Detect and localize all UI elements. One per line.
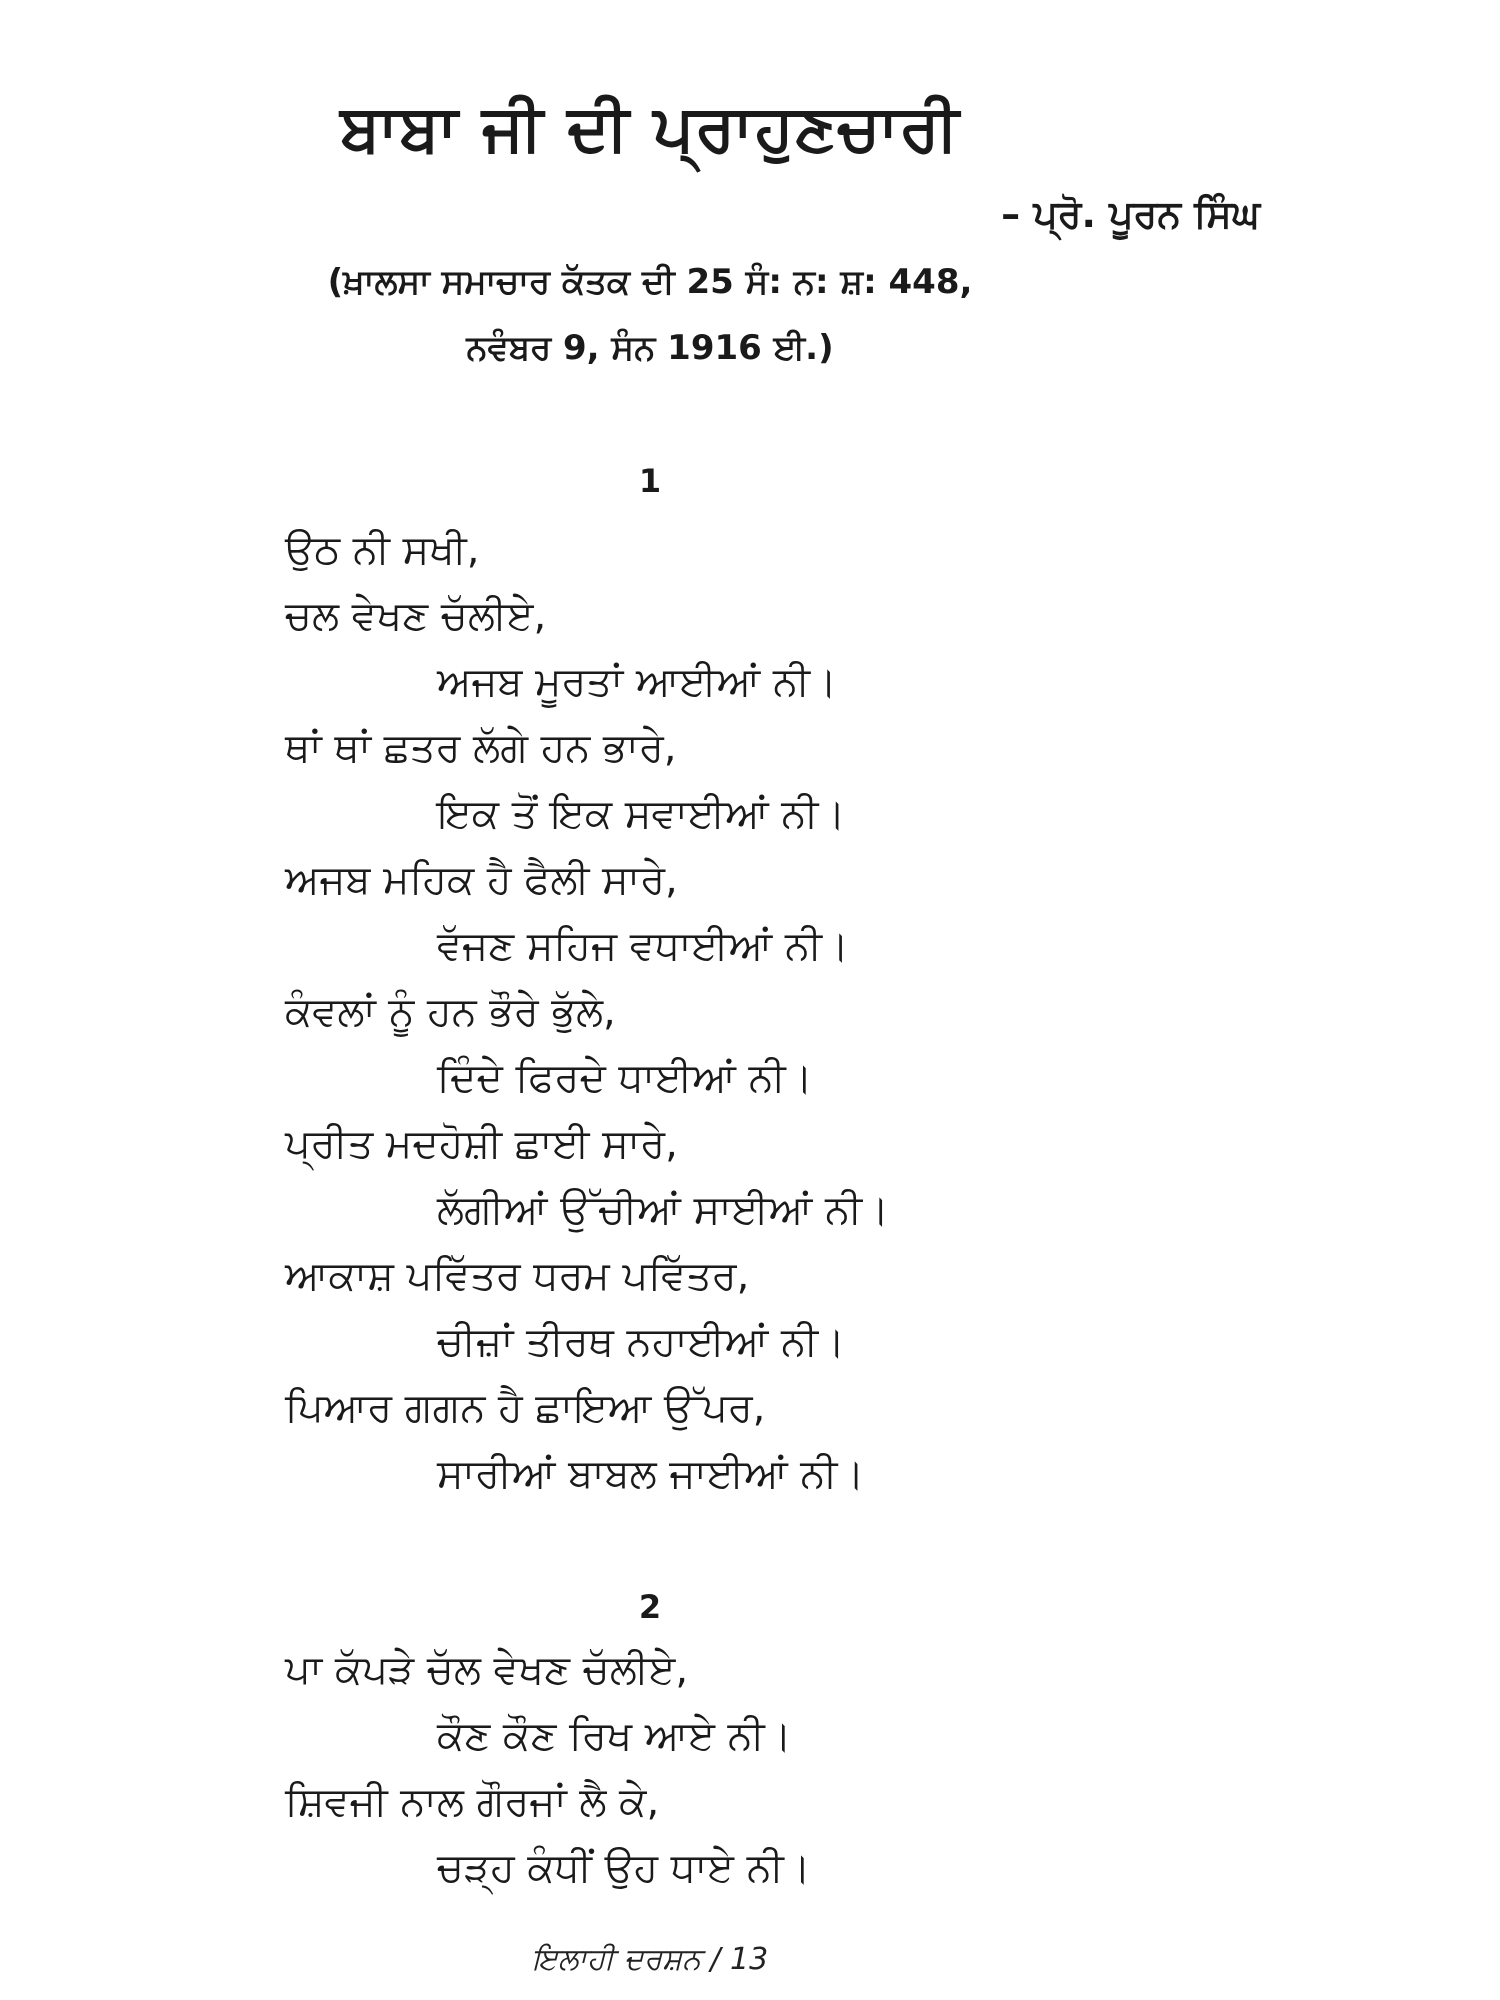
- verse-line: ਚੜ੍ਹ ਕੰਧੀਂ ਉਹ ਧਾਏ ਨੀ।: [437, 1845, 811, 1891]
- verse-line: ਥਾਂ ਥਾਂ ਛਤਰ ਲੱਗੇ ਹਨ ਭਾਰੇ,: [285, 725, 677, 771]
- verse-line: ਚੀਜ਼ਾਂ ਤੀਰਥ ਨਹਾਈਆਂ ਨੀ।: [437, 1319, 846, 1365]
- verse-line: ਪਾ ਕੱਪੜੇ ਚੱਲ ਵੇਖਣ ਚੱਲੀਏ,: [285, 1647, 689, 1693]
- verse-line: ਪਿਆਰ ਗਗਨ ਹੈ ਛਾਇਆ ਉੱਪਰ,: [285, 1385, 766, 1431]
- verse-line: ਦਿੰਦੇ ਫਿਰਦੇ ਧਾਈਆਂ ਨੀ।: [437, 1055, 813, 1101]
- verse-line: ਚਲ ਵੇਖਣ ਚੱਲੀਏ,: [285, 593, 547, 639]
- verse-line: ਸਾਰੀਆਂ ਬਾਬਲ ਜਾਈਆਂ ਨੀ।: [437, 1451, 865, 1497]
- verse-line: ਕੌਣ ਕੌਣ ਰਿਖ ਆਏ ਨੀ।: [437, 1713, 792, 1759]
- verse-line: ਆਕਾਸ਼ ਪਵਿੱਤਰ ਧਰਮ ਪਵਿੱਤਰ,: [285, 1253, 750, 1299]
- verse-line: ਉਠ ਨੀ ਸਖੀ,: [285, 527, 480, 573]
- verse-line: ਲੱਗੀਆਂ ਉੱਚੀਆਂ ਸਾਈਆਂ ਨੀ।: [437, 1187, 890, 1233]
- stanza-number-1: 1: [638, 462, 662, 500]
- verse-line: ਅਜਬ ਮਹਿਕ ਹੈ ਫੈਲੀ ਸਾਰੇ,: [285, 857, 678, 903]
- verse-line: ਅਜਬ ਮੂਰਤਾਂ ਆਈਆਂ ਨੀ।: [437, 659, 837, 705]
- verse-line: ਵੱਜਣ ਸਹਿਜ ਵਧਾਈਆਂ ਨੀ।: [437, 923, 849, 969]
- verse-line: ਪ੍ਰੀਤ ਮਦਹੋਸ਼ੀ ਛਾਈ ਸਾਰੇ,: [285, 1121, 678, 1167]
- page-footer: ਇਲਾਹੀ ਦਰਸ਼ਨ / 13: [531, 1942, 769, 1977]
- source-citation-line-1: (ਖ਼ਾਲਸਾ ਸਮਾਚਾਰ ਕੱਤਕ ਦੀ 25 ਸੰ: ਨ: ਸ਼: 448,: [327, 262, 973, 302]
- verse-line: ਕੰਵਲਾਂ ਨੂੰ ਹਨ ਭੌਰੇ ਭੁੱਲੇ,: [285, 989, 616, 1035]
- stanza-number-2: 2: [638, 1588, 662, 1626]
- source-citation-line-2: ਨਵੰਬਰ 9, ਸੰਨ 1916 ਈ.): [466, 328, 834, 368]
- page-title: ਬਾਬਾ ਜੀ ਦੀ ਪ੍ਰਾਹੁਣਚਾਰੀ: [340, 92, 960, 166]
- author-byline: – ਪ੍ਰੋ. ਪੂਰਨ ਸਿੰਘ: [1001, 192, 1260, 236]
- verse-line: ਸ਼ਿਵਜੀ ਨਾਲ ਗੌਰਜਾਂ ਲੈ ਕੇ,: [285, 1779, 660, 1825]
- verse-line: ਇਕ ਤੋਂ ਇਕ ਸਵਾਈਆਂ ਨੀ।: [437, 791, 846, 837]
